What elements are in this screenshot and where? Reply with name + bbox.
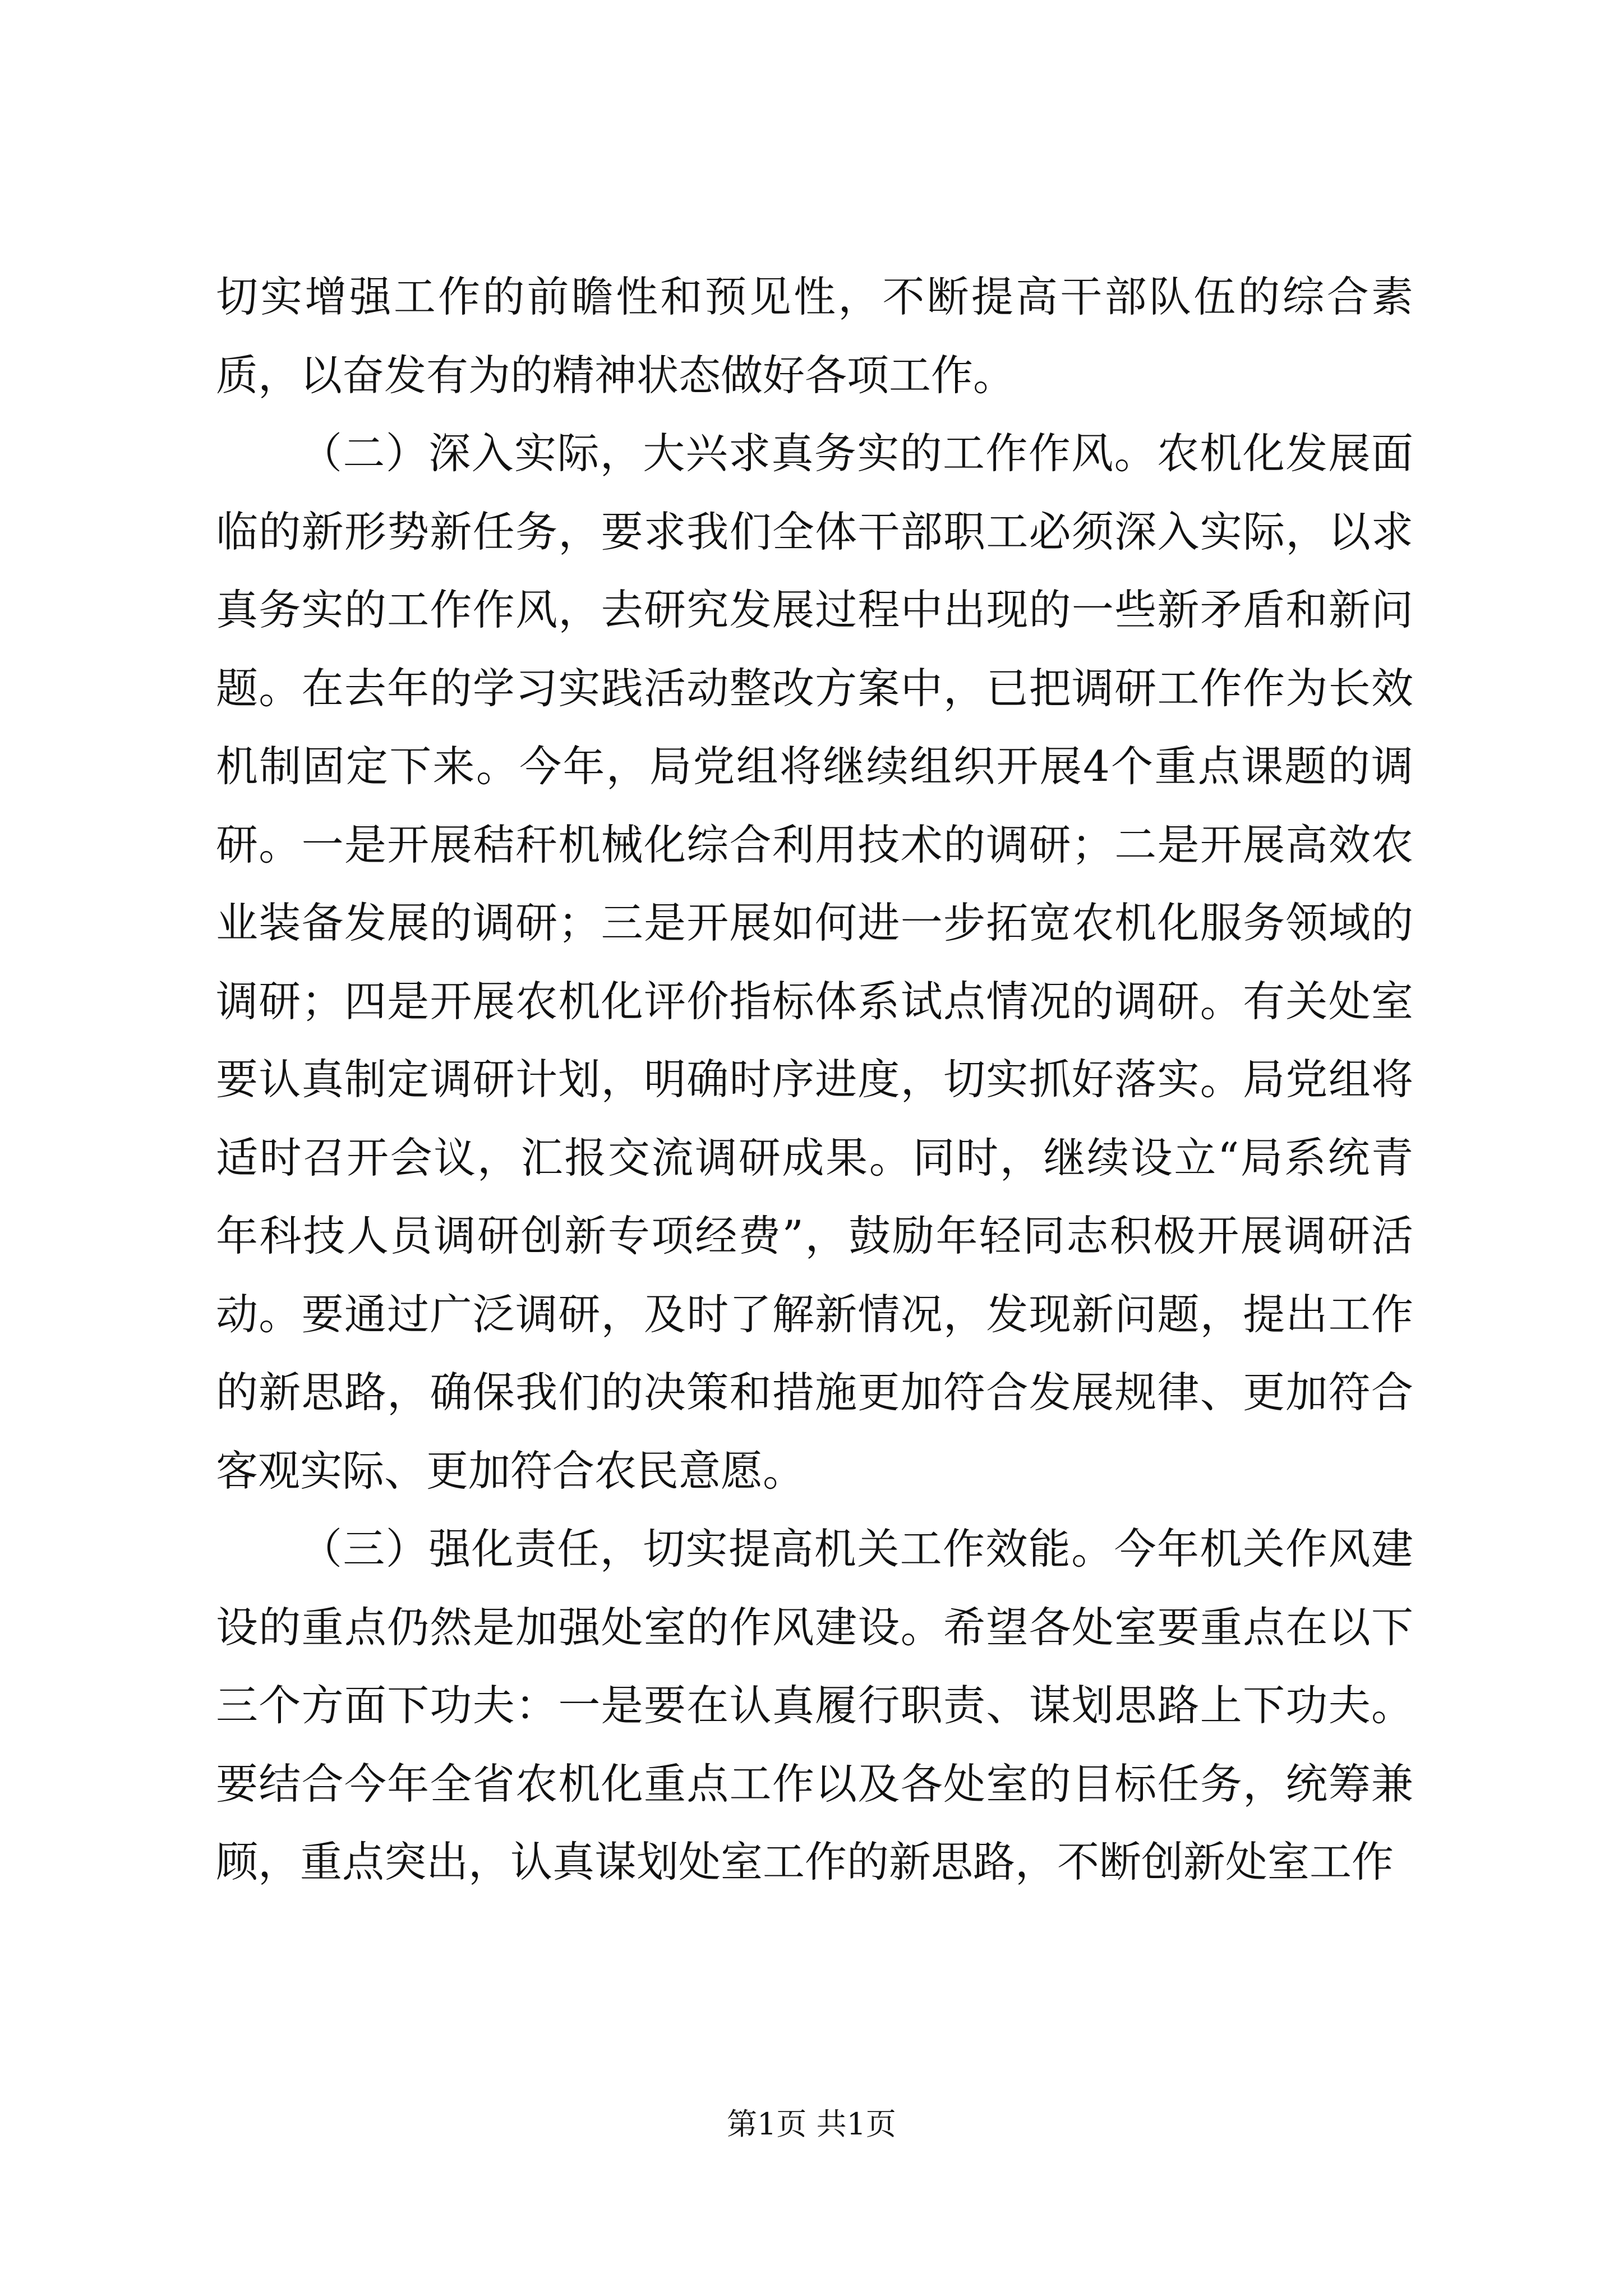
paragraph-3: （三）强化责任，切实提高机关工作效能。今年机关作风建设的重点仍然是加强处室的作风建设。希望各处室要重点在以下三个方面下功夫：一是要在认真履行职责、谋划思路上下功夫。要结合今年全省农机化重点工作以及各处室的目标任务，统筹兼顾，重点突出，认真谋划处室工作的新思路，不断创新处室工作: [216, 1524, 1413, 1887]
page-footer: 第1页 共1页: [727, 2106, 896, 2142]
paragraph-1: 切实增强工作的前瞻性和预见性，不断提高干部队伍的综合素质，以奋发有为的精神状态做好各项工作。: [216, 272, 1413, 400]
paragraph-2: （二）深入实际，大兴求真务实的工作作风。农机化发展面临的新形势新任务，要求我们全体干部职工必须深入实际，以求真务实的工作作风，去研究发展过程中出现的一些新矛盾和新问题。在去年的学习实践活动整改方案中，已把调研工作作为长效机制固定下来。今年，局党组将继续组织开展4个重点课题的调研。一是开展秸秆机械化综合利用技术的调研；二是开展高效农业装备发展的调研；三是开展如何进一步拓宽农机化服务领域的调研；四是开展农机化评价指标体系试点情况的调研。有关处室要认真制定调研计划，明确时序进度，切实抓好落实。局党组将适时召开会议，汇报交流调研成果。同时，继续设立“局系统青年科技人员调研创新专项经费”，鼓励年轻同志积极开展调研活动。要通过广泛调研，及时了解新情况，发现新问题，提出工作的新思路，确保我们的决策和措施更加符合发展规律、更加符合客观实际、更加符合农民意愿。: [216, 429, 1413, 1496]
document-body: [216, 258, 1413, 1902]
